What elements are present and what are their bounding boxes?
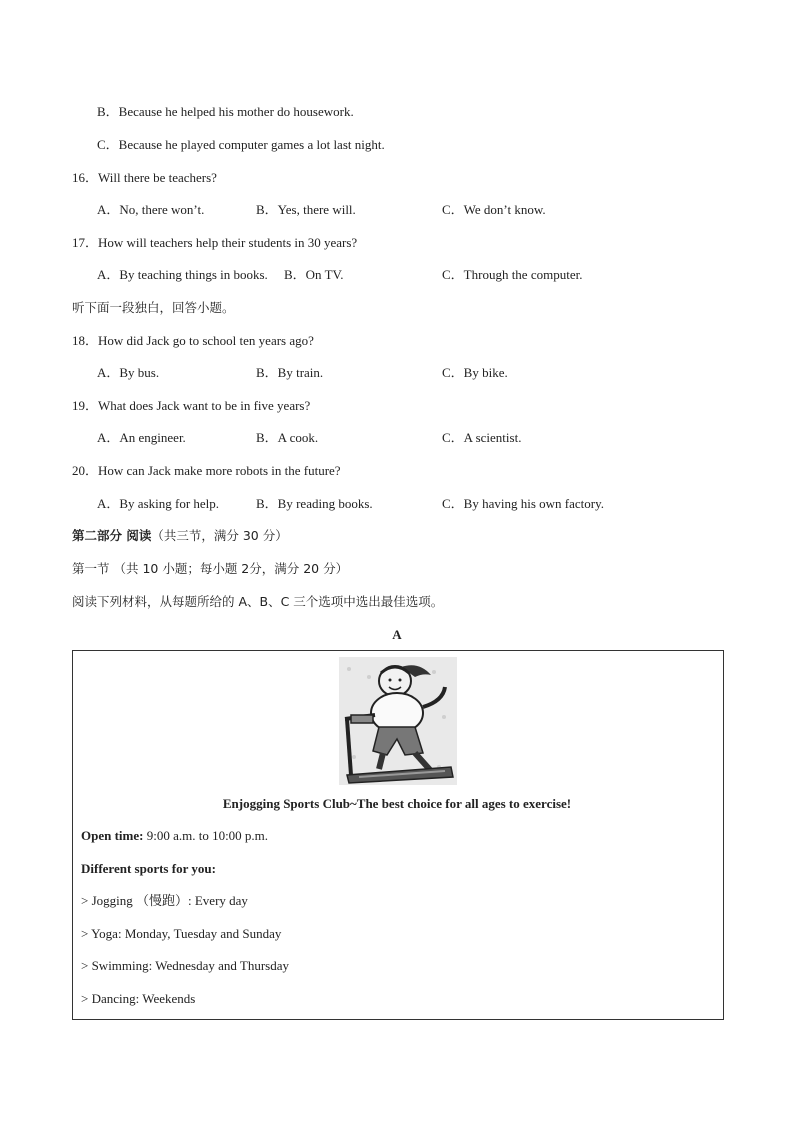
q15-option-b: B．Because he helped his mother do housework. [97, 104, 354, 119]
reading-instruction: 阅读下列材料，从每题所给的 A、B、C 三个选项中选出最佳选项。 [72, 594, 444, 609]
treadmill-runner-image [339, 657, 457, 785]
sport-item-swimming: > Swimming: Wednesday and Thursday [81, 958, 290, 973]
q15-option-c: C．Because he played computer games a lot last night. [97, 137, 385, 152]
sports-heading: Different sports for you: [81, 861, 216, 876]
passage-title: Enjogging Sports Club~The best choice for all ages to exercise! [222, 796, 572, 811]
q18-stem: 18．How did Jack go to school ten years ago? [72, 333, 314, 348]
q19-option-a: A．An engineer. [97, 430, 186, 445]
q20-stem: 20．How can Jack make more robots in the future? [72, 463, 341, 478]
part2-heading [72, 528, 288, 544]
q17-stem: 17．How will teachers help their students in 30 years? [72, 235, 358, 250]
open-time-value: 9:00 a.m. to 10:00 p.m. [143, 828, 269, 843]
open-time [81, 828, 268, 844]
section1-heading: 第一节 （共 10 小题；每小题 2分，满分 20 分） [72, 561, 349, 576]
q20-option-c: C．By having his own factory. [442, 496, 604, 511]
part2-heading-bold: 第二部分 阅读 [72, 528, 152, 543]
q19-option-b: B．A cook. [256, 430, 319, 445]
q16-option-c: C．We don’t know. [442, 202, 546, 217]
sport-item-dancing: > Dancing: Weekends [81, 991, 196, 1006]
q19-stem: 19．What does Jack want to be in five years? [72, 398, 311, 413]
q17-option-b: B．On TV. [284, 267, 344, 282]
q17-option-a: A．By teaching things in books. [97, 267, 268, 282]
monologue-instruction: 听下面一段独白，回答小题。 [72, 300, 235, 315]
open-time-label: Open time: [81, 828, 144, 843]
q16-option-a: A．No, there won’t. [97, 202, 205, 217]
q20-option-a: A．By asking for help. [97, 496, 220, 511]
q19-option-c: C．A scientist. [442, 430, 522, 445]
q18-option-a: A．By bus. [97, 365, 160, 380]
q20-option-b: B．By reading books. [256, 496, 373, 511]
q16-stem: 16．Will there be teachers? [72, 170, 217, 185]
q18-option-c: C．By bike. [442, 365, 508, 380]
sport-item-yoga: > Yoga: Monday, Tuesday and Sunday [81, 926, 282, 941]
q16-option-b: B．Yes, there will. [256, 202, 356, 217]
q18-option-b: B．By train. [256, 365, 324, 380]
q17-option-c: C．Through the computer. [442, 267, 583, 282]
part2-heading-rest: （共三节，满分 30 分） [151, 528, 288, 543]
sport-item-jogging: > Jogging （慢跑）: Every day [81, 893, 248, 908]
passage-label: A [392, 627, 402, 642]
